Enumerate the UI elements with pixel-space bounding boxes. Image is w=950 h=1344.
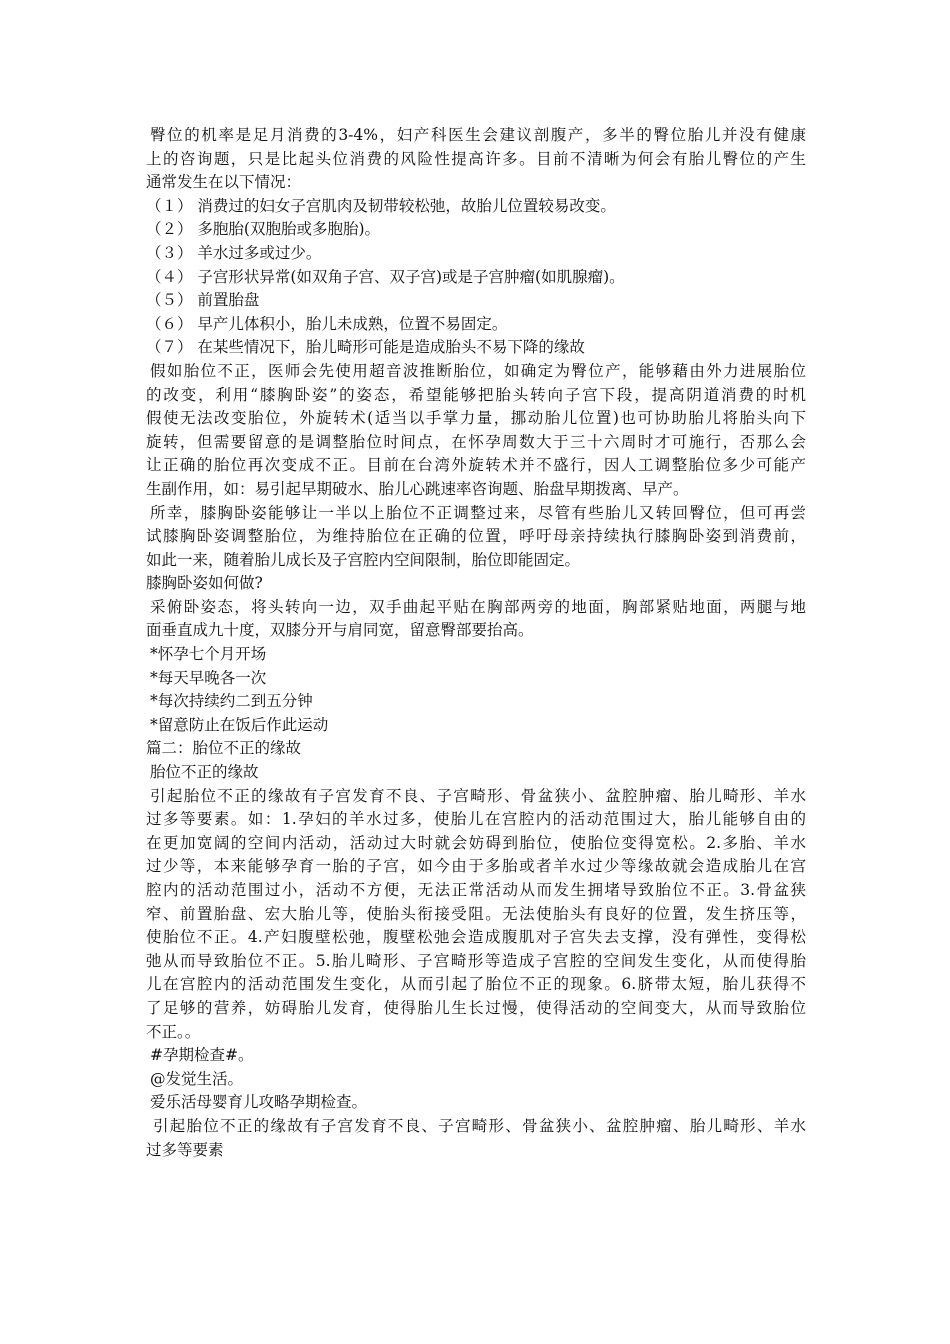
text-line: 在更加宽阔的空间内活动，活动过大时就会妨碍到胎位，使胎位变得宽松。2.多胎、羊水 — [146, 833, 806, 852]
text-line: （７） 在某些情况下，胎儿畸形可能是造成胎头不易下降的缘故 — [146, 338, 585, 357]
text-line: 膝胸卧姿如何做? — [146, 574, 263, 593]
text-line: 过少等，本来能够孕育一胎的子宫，如今由于多胎或者羊水过少等缘故就会造成胎儿在宫 — [146, 857, 806, 876]
text-line: *每次持续约二到五分钟 — [150, 692, 313, 711]
text-line: 引起胎位不正的缘故有子宫发育不良、子宫畸形、骨盆狭小、盆腔肿瘤、胎儿畸形、羊水 — [150, 786, 806, 805]
text-line: 爱乐活母婴育儿攻略孕期检查。 — [150, 1093, 368, 1112]
text-line: 假使无法改变胎位，外旋转术(适当以手掌力量，挪动胎儿位置)也可协助胎儿将胎头向下 — [146, 409, 806, 428]
text-line: （６） 早产儿体积小，胎儿未成熟，位置不易固定。 — [146, 314, 508, 333]
text-line: 上的咨询题，只是比起头位消费的风险性提高许多。目前不清晰为何会有胎儿臀位的产生 — [146, 149, 806, 168]
text-line: 腔内的活动范围过小，活动不方便，无法正常活动从而发生拥堵导致胎位不正。3.骨盆狭 — [146, 881, 806, 899]
text-line: （３） 羊水过多或过少。 — [146, 243, 322, 262]
text-line: @发觉生活。 — [150, 1069, 244, 1088]
text-line: 生副作用，如：易引起早期破水、胎儿心跳速率咨询题、胎盘早期拨离、早产。 — [146, 479, 689, 498]
text-line: 过多等要素。如：1.孕妇的羊水过多，使胎儿在宫腔内的活动范围过大，胎儿能够自由的 — [146, 810, 806, 829]
text-line: 如此一来，随着胎儿成长及子宫腔内空间限制，胎位即能固定。 — [146, 550, 581, 569]
text-line: （２） 多胞胎(双胞胎或多胞胎)。 — [146, 220, 381, 239]
text-line: 旋转，但需要留意的是调整胎位时间点，在怀孕周数大于三十六周时才可施行，否那么会 — [146, 432, 806, 451]
text-line: （１） 消费过的妇女子宫肌肉及韧带较松弛，故胎儿位置较易改变。 — [146, 196, 616, 215]
text-line: 采俯卧姿态，将头转向一边，双手曲起平贴在胸部两旁的地面，胸部紧贴地面，两腿与地 — [150, 597, 806, 616]
text-line: #孕期检查#。 — [150, 1046, 254, 1065]
text-line: 通常发生在以下情况： — [146, 173, 302, 192]
text-line: 了足够的营养，妨碍胎儿发育，使得胎儿生长过慢，使得活动的空间变大，从而导致胎位 — [146, 998, 806, 1017]
text-line: 使胎位不正。4.产妇腹壁松弛，腹壁松弛会造成腹肌对子宫失去支撑，没有弹性，变得松 — [146, 928, 806, 947]
text-line: 不正。。 — [146, 1022, 201, 1041]
text-line: 所幸，膝胸卧姿能够让一半以上胎位不正调整过来，尽管有些胎儿又转回臀位，但可再尝 — [150, 503, 806, 522]
text-line: 过多等要素 — [146, 1140, 224, 1159]
text-line: 窄、前置胎盘、宏大胎儿等，使胎头衔接受阻。无法使胎头有良好的位置，发生挤压等， — [146, 904, 806, 923]
text-line: 儿在宫腔内的活动范围发生变化，从而引起了胎位不正的现象。6.脐带太短，胎儿获得不 — [146, 975, 806, 994]
text-line: 篇二：胎位不正的缘故 — [146, 739, 302, 758]
document-page — [146, 124, 806, 1162]
text-line: 面垂直成九十度，双膝分开与肩同宽，留意臀部要抬高。 — [146, 621, 534, 640]
text-line: 假如胎位不正，医师会先使用超音波推断胎位，如确定为臀位产，能够藉由外力进展胎位 — [150, 361, 806, 380]
text-line: 的改变，利用“膝胸卧姿”的姿态，希望能够把胎头转向子宫下段，提高阴道消费的时机 — [146, 385, 806, 404]
text-line: 试膝胸卧姿调整胎位，为维持胎位在正确的位置，呼吁母亲持续执行膝胸卧姿到消费前， — [146, 527, 806, 546]
text-line: 胎位不正的缘故 — [150, 763, 259, 782]
text-line: 弛从而导致胎位不正。5.胎儿畸形、子宫畸形等造成子宫腔的空间发生变化，从而使得胎 — [146, 951, 806, 970]
text-line: *每天早晚各一次 — [150, 668, 267, 687]
text-line: *留意防止在饭后作此运动 — [150, 715, 329, 734]
text-line: *怀孕七个月开场 — [150, 645, 267, 664]
text-line: 臀位的机率是足月消费的3-4%，妇产科医生会建议剖腹产，多半的臀位胎儿并没有健康 — [150, 126, 806, 144]
text-line: 引起胎位不正的缘故有子宫发育不良、子宫畸形、骨盆狭小、盆腔肿瘤、胎儿畸形、羊水 — [153, 1116, 806, 1135]
text-line: （４） 子宫形状异常(如双角子宫、双子宫)或是子宫肿瘤(如肌腺瘤)。 — [146, 267, 625, 286]
text-line: 让正确的胎位再次变成不正。目前在台湾外旋转术并不盛行，因人工调整胎位多少可能产 — [146, 456, 806, 475]
text-line: （５） 前置胎盘 — [146, 291, 260, 310]
